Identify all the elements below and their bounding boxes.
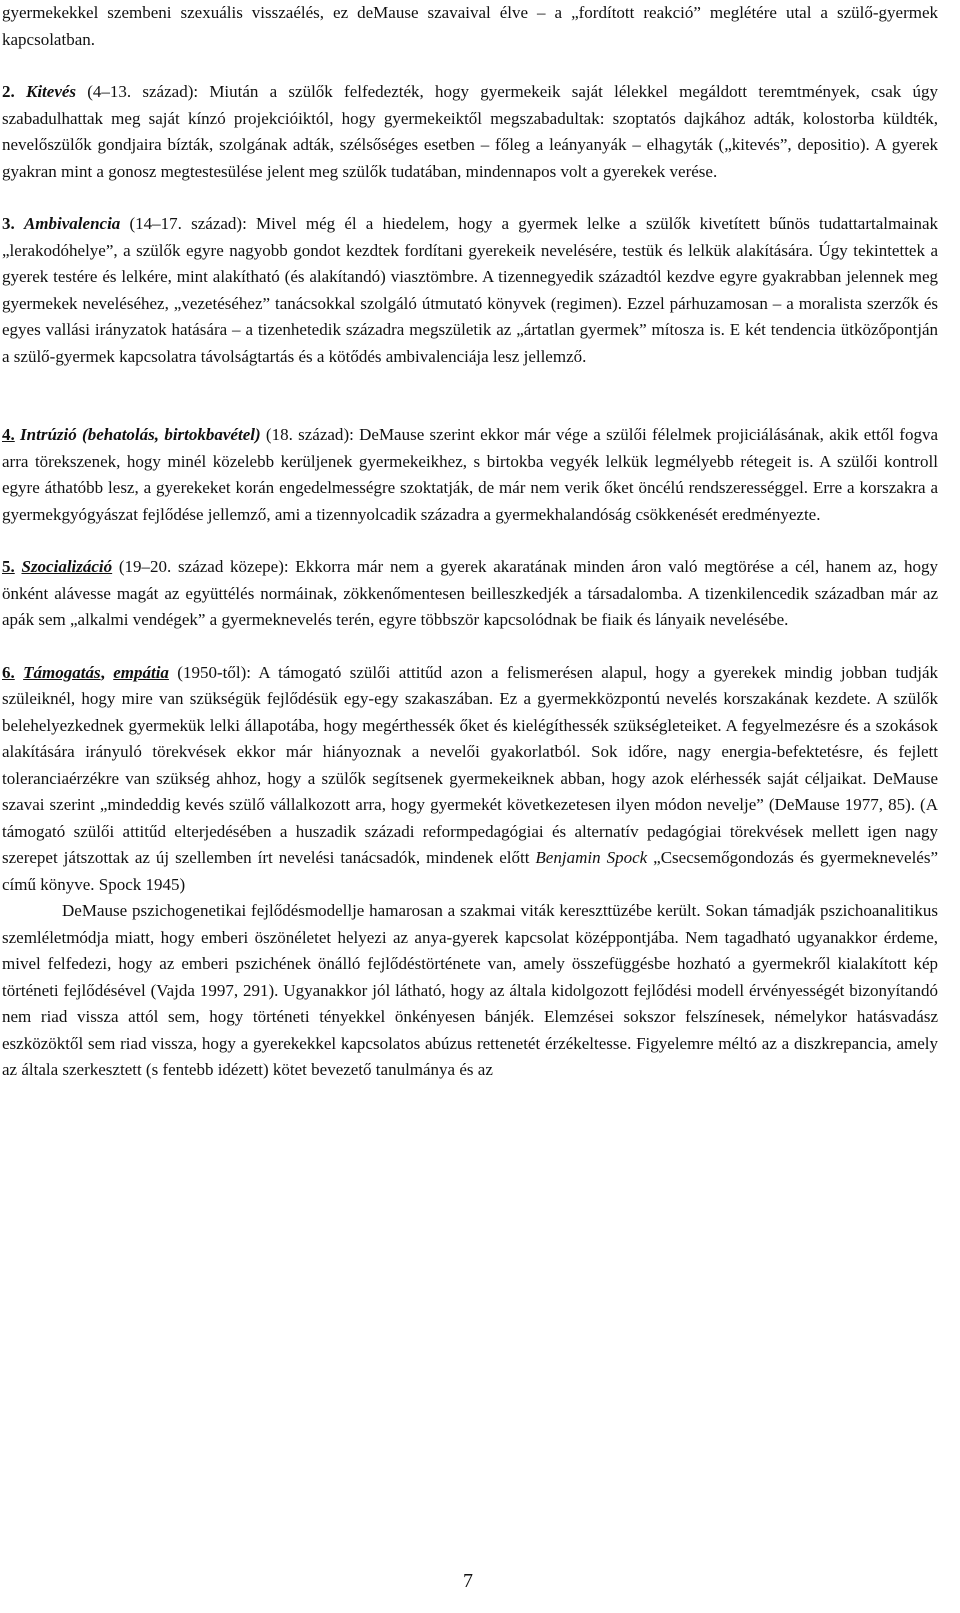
- intro-paragraph: gyermekekkel szembeni szexuális visszaélés, ez deMause szavaival élve – a „fordított reakció” meglétére utal a szülő-gyermek kapcsolatban.: [2, 3, 938, 49]
- section-3-paragraph: [2, 211, 938, 370]
- section-4-period: (18. század: [260, 425, 344, 444]
- section-6-comma: ,: [100, 662, 114, 682]
- section-3-title: Ambivalencia: [23, 214, 121, 233]
- section-6-body: A támogató szülői attitűd azon a felismerésen alapul, hogy a gyerekek mindig jobban tudják szüleiknél, hogy mire van szükségük fejlődésük egy-egy szakaszában. Ez a gyermekközpontú nevelés korszakának kezdete. A szülők belehelyezkednek gyermekük lelki állapotába, hogy megérthessék őket és kielégíthessék szükségleteiket. A fegyelmezésre és a szokások alakítására irányuló törekvések ekkor már hiányoznak a nevelői gyakorlatból. Sok időre, nagy energia-befektetésre, és fejlett toleranciaérzékre van szükség ahhoz, hogy a szülők segítsenek gyermekeiknek abban, hogy azok elérhessék saját céljaikat. DeMause szavai szerint „mindeddig kevés szülő vállalkozott arra, hogy gyermekét következetesen ilyen módon nevelje” (DeMause 1977, 85). (A támogató szülői attitűd elterjedésében a huszadik századi reformpedagógiai és alternatív pedagógiai törekvések mellett igen nagy szerepet játszottak az új szellemben írt nevelési tanácsadók, mindenek előtt: [2, 662, 938, 867]
- section-6-title-b: empátia: [113, 662, 169, 682]
- section-2-number: 2.: [2, 82, 15, 101]
- section-4-title: Intrúzió (behatolás, birtokbavétel): [20, 425, 261, 444]
- section-6-spock: Benjamin Spock: [535, 848, 648, 867]
- section-4-paragraph: [2, 422, 938, 528]
- spacer: [2, 370, 938, 422]
- spacer: [2, 185, 938, 211]
- spacer: [2, 53, 938, 79]
- spacer: [2, 634, 938, 660]
- section-3-body: Mivel még él a hiedelem, hogy a gyermek lelke a szülők kivetített bűnös tudattartalmainak „lerakodóhelye”, a szülők egyre nagyobb gondot kezdtek fordítani gyerekeik nevelésére, testük és lelkük alakítására. Úgy tekintettek a gyerek testére és lelkére, mint alakítható (és alakítandó) viasztömbre. A tizennegyedik századtól kezdve egyre gyakrabban jelennek meg gyermekek neveléséhez, „vezetéséhez” tanácsokkal szolgáló útmutató könyvek (regimen). Ezzel párhuzamosan – a moralista szerzők és egyes vallási irányzatok hatására – a tizenhetedik századra megszületik az „ártatlan gyermek” mítosza is. E két tendencia ütközőpontján a szülő-gyermek kapcsolatra távolságtartás és a kötődés ambivalenciája lesz jellemző.: [2, 214, 939, 366]
- closing-paragraph: DeMause pszichogenetikai fejlődésmodellje hamarosan a szakmai viták kereszttüzébe került. Sokan támadják pszichoanalitikus szemléletmódja miatt, hogy emberi öszönéletet helyezi az anya-gyerek kapcsolat középpontjába. Nem tagadható ugyanakkor érdeme, mivel felfedezi, hogy az emberi pszichének önálló fejlődéstörténete van, amely összefüggésbe hozható a gyermekről kialakított kép történeti fejlődésével (Vajda 1997, 291). Ugyanakkor jól látható, hogy az általa kidolgozott fejlődési modell érvényességét bizonyítandó nem riad vissza attól sem, hogy történeti tényekkel önkényesen bánjék. Elemzései sokszor felszínesek, némelykor hatásvadász eszközöktől sem riad vissza, hogy a gyerekekkel kapcsolatos abúzus rettenetét érzékeltesse. Figyelemre méltó az a diszkrepancia, amely az általa szerkesztett (s fentebb idézett) kötet bevezető tanulmánya és az: [2, 901, 938, 1079]
- section-6-number: 6.: [2, 662, 15, 682]
- section-3-number: 3.: [2, 214, 15, 233]
- section-3-period: (14–17. század):: [120, 214, 257, 233]
- section-5-title: Szocializáció: [21, 557, 113, 576]
- section-4-number: 4.: [2, 425, 15, 444]
- section-2-paragraph: [2, 79, 938, 185]
- section-6-period: (1950-től):: [168, 662, 259, 682]
- spacer: [2, 528, 938, 554]
- section-2-body: Miután a szülők felfedezték, hogy gyermekeik saját lélekkel megáldott teremtmények, csak úgy szabadulhattak meg saját kínzó projekcióiktól, hogy gyermekeiktől megszabadultak: szoptatós dajkához adták, kolostorba küldték, nevelőszülők gondjaira bízták, szolgának adták, szélsőséges esetben – főleg a leányanyák – elhagyták („kitevés”, depositio). A gyerek gyakran mint a gonosz megtestesülése jelent meg szülők tudatában, mindennapos volt a gyerekek verése.: [2, 82, 938, 181]
- section-6-title-a: Támogatás: [23, 662, 101, 682]
- section-4-body: ): DeMause szerint ekkor már vége a szülői félelmek projiciálásának, akik ettől fogva arra törekszenek, hogy minél közelebb kerüljenek gyermekeikhez, s birtokba vegyék lelkük legmélyebb rétegeit is. A szülői kontroll egyre áthatóbb lesz, a gyerekeket korán engedelmességre szoktatják, de már nem verik őket öncélú rendszerességgel. Erre a korszakra a gyermekgyógyászat fejlődése jellemző, ami a tizennyolcadik századra a gyermekhalandóság csökkenését eredményezte.: [2, 425, 939, 524]
- section-5-number: 5.: [2, 557, 15, 576]
- section-5-body: század közepe): Ekkorra már nem a gyerek akaratának minden áron való megtörése a cél, hanem az, hogy önként alávesse magát az együttélés normáinak, zökkenőmentesen beilleszkedjék a társadalomba. A tizenkilencedik században már az apák sem „alkalmi vendégek” a gyermeknevelés terén, egyre többször kapcsolódnak be fiaik és lányaik nevelésébe.: [2, 557, 938, 629]
- section-2-title: Kitevés: [25, 82, 77, 101]
- section-6-tail: „Csecsemőgondozás és gyermeknevelés” című könyve. Spock 1945): [2, 848, 939, 894]
- page-number: 7: [463, 1570, 473, 1592]
- section-5-paragraph: [2, 554, 938, 634]
- section-6-paragraph: [2, 660, 938, 899]
- section-5-period: (19–20.: [112, 557, 179, 576]
- section-2-period: (4–13. század):: [76, 82, 210, 101]
